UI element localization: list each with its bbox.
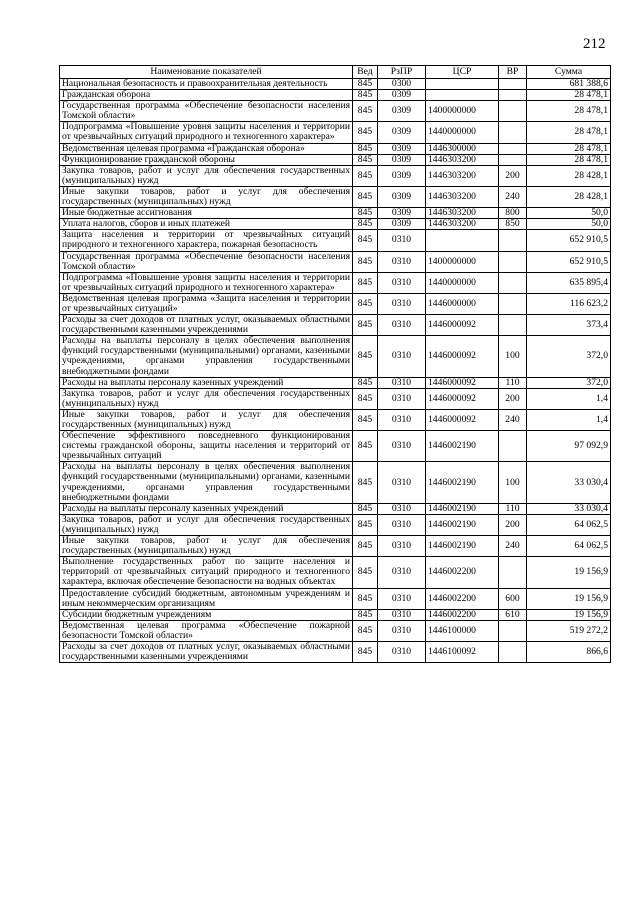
table-row	[60, 143, 611, 154]
cell-name: Ведомственная целевая программа «Гражданская оборона»	[60, 143, 353, 154]
cell-ved: 845	[353, 588, 378, 609]
cell-name: Иные закупки товаров, работ и услуг для обеспечения государственных (муниципальных) нужд	[60, 186, 353, 207]
cell-ved: 845	[353, 514, 378, 535]
cell-ved: 845	[353, 79, 378, 90]
cell-name: Закупка товаров, работ и услуг для обеспечения государственных (муниципальных) нужд	[60, 165, 353, 186]
cell-rzpr: 0309	[378, 90, 426, 101]
cell-ved: 845	[353, 620, 378, 641]
cell-ved: 845	[353, 143, 378, 154]
cell-sum: 652 910,5	[527, 251, 611, 272]
header-rzpr: РзПР	[378, 66, 426, 79]
cell-name: Расходы на выплаты персоналу в целях обеспечения выполнения функций государственными (муниципальными) органами, казенными учреждениями, органами управления государственными внебюджетными фондами	[60, 336, 353, 377]
cell-csr: 1446303200	[426, 154, 499, 165]
cell-sum: 33 030,4	[527, 462, 611, 503]
cell-sum: 50,0	[527, 219, 611, 230]
budget-table	[59, 65, 611, 663]
cell-ved: 845	[353, 462, 378, 503]
cell-vr	[499, 557, 527, 588]
cell-ved: 845	[353, 315, 378, 336]
header-csr: ЦСР	[426, 66, 499, 79]
table-row	[60, 315, 611, 336]
cell-vr	[499, 154, 527, 165]
table-row	[60, 219, 611, 230]
cell-sum: 372,0	[527, 336, 611, 377]
cell-csr: 1446100000	[426, 620, 499, 641]
cell-vr: 600	[499, 588, 527, 609]
cell-rzpr: 0310	[378, 336, 426, 377]
table-row	[60, 101, 611, 122]
cell-ved: 845	[353, 609, 378, 620]
cell-vr	[499, 143, 527, 154]
cell-csr: 1400000000	[426, 101, 499, 122]
cell-ved: 845	[353, 154, 378, 165]
cell-rzpr: 0310	[378, 388, 426, 409]
cell-sum: 28 478,1	[527, 154, 611, 165]
cell-vr: 240	[499, 409, 527, 430]
cell-ved: 845	[353, 90, 378, 101]
cell-ved: 845	[353, 388, 378, 409]
cell-name: Подпрограмма «Повышение уровня защиты населения и территории от чрезвычайных ситуаций природного и техногенного характера»	[60, 122, 353, 143]
table-row	[60, 272, 611, 293]
cell-rzpr: 0310	[378, 431, 426, 462]
table-row	[60, 536, 611, 557]
cell-ved: 845	[353, 230, 378, 251]
cell-csr: 1440000000	[426, 272, 499, 293]
cell-sum: 28 478,1	[527, 90, 611, 101]
cell-csr	[426, 230, 499, 251]
cell-vr: 200	[499, 514, 527, 535]
cell-ved: 845	[353, 219, 378, 230]
cell-sum: 635 895,4	[527, 272, 611, 293]
table-row	[60, 251, 611, 272]
cell-name: Функционирование гражданской обороны	[60, 154, 353, 165]
cell-rzpr: 0310	[378, 536, 426, 557]
cell-csr: 1446000000	[426, 293, 499, 314]
cell-name: Расходы на выплаты персоналу в целях обеспечения выполнения функций государственными (муниципальными) органами, казенными учреждениями, органами управления государственными внебюджетными фондами	[60, 462, 353, 503]
cell-csr: 1446303200	[426, 165, 499, 186]
cell-vr: 100	[499, 462, 527, 503]
cell-vr	[499, 272, 527, 293]
cell-csr: 1446000092	[426, 315, 499, 336]
cell-csr: 1446002200	[426, 588, 499, 609]
cell-rzpr: 0310	[378, 230, 426, 251]
cell-rzpr: 0310	[378, 462, 426, 503]
page-number: 212	[583, 36, 606, 52]
cell-name: Защита населения и территории от чрезвычайных ситуаций природного и техногенного характера, пожарная безопасность	[60, 230, 353, 251]
cell-rzpr: 0309	[378, 208, 426, 219]
cell-csr: 1446303200	[426, 186, 499, 207]
cell-ved: 845	[353, 165, 378, 186]
cell-csr: 1446303200	[426, 208, 499, 219]
cell-sum: 28 478,1	[527, 122, 611, 143]
table-row	[60, 377, 611, 388]
cell-rzpr: 0310	[378, 272, 426, 293]
header-sum: Сумма	[527, 66, 611, 79]
cell-csr: 1446002190	[426, 514, 499, 535]
cell-vr: 200	[499, 165, 527, 186]
cell-csr	[426, 79, 499, 90]
cell-sum: 1,4	[527, 388, 611, 409]
cell-ved: 845	[353, 557, 378, 588]
cell-sum: 50,0	[527, 208, 611, 219]
cell-ved: 845	[353, 641, 378, 662]
table-row	[60, 641, 611, 662]
cell-rzpr: 0310	[378, 503, 426, 514]
cell-vr	[499, 293, 527, 314]
table-row	[60, 122, 611, 143]
cell-csr: 1446303200	[426, 219, 499, 230]
cell-rzpr: 0310	[378, 293, 426, 314]
cell-csr: 1446002200	[426, 609, 499, 620]
cell-name: Государственная программа «Обеспечение безопасности населения Томской области»	[60, 101, 353, 122]
cell-ved: 845	[353, 503, 378, 514]
cell-rzpr: 0310	[378, 514, 426, 535]
cell-name: Расходы на выплаты персоналу казенных учреждений	[60, 503, 353, 514]
cell-name: Ведомственная целевая программа «Защита населения и территории от чрезвычайных ситуаций»	[60, 293, 353, 314]
cell-sum: 28 428,1	[527, 186, 611, 207]
cell-name: Предоставление субсидий бюджетным, автономным учреждениям и иным некоммерческим организациям	[60, 588, 353, 609]
cell-sum: 28 478,1	[527, 101, 611, 122]
cell-csr	[426, 90, 499, 101]
cell-sum: 1,4	[527, 409, 611, 430]
cell-ved: 845	[353, 122, 378, 143]
cell-sum: 652 910,5	[527, 230, 611, 251]
table-row	[60, 154, 611, 165]
cell-sum: 33 030,4	[527, 503, 611, 514]
table-row	[60, 514, 611, 535]
cell-sum: 97 092,9	[527, 431, 611, 462]
cell-rzpr: 0300	[378, 79, 426, 90]
cell-csr: 1446000092	[426, 388, 499, 409]
cell-csr: 1446000092	[426, 377, 499, 388]
cell-ved: 845	[353, 377, 378, 388]
cell-sum: 19 156,9	[527, 557, 611, 588]
cell-name: Гражданская оборона	[60, 90, 353, 101]
table-row	[60, 588, 611, 609]
table-row	[60, 557, 611, 588]
cell-csr: 1446002190	[426, 503, 499, 514]
table-row	[60, 293, 611, 314]
cell-csr: 1400000000	[426, 251, 499, 272]
cell-name: Субсидии бюджетным учреждениям	[60, 609, 353, 620]
cell-ved: 845	[353, 186, 378, 207]
cell-vr: 610	[499, 609, 527, 620]
cell-ved: 845	[353, 409, 378, 430]
cell-name: Расходы за счет доходов от платных услуг, оказываемых областными государственными казенными учреждениями	[60, 641, 353, 662]
table-row	[60, 165, 611, 186]
cell-vr	[499, 251, 527, 272]
table-row	[60, 90, 611, 101]
cell-csr: 1446002190	[426, 431, 499, 462]
cell-ved: 845	[353, 536, 378, 557]
cell-sum: 64 062,5	[527, 514, 611, 535]
cell-name: Государственная программа «Обеспечение безопасности населения Томской области»	[60, 251, 353, 272]
cell-ved: 845	[353, 336, 378, 377]
table-row	[60, 620, 611, 641]
cell-rzpr: 0310	[378, 557, 426, 588]
cell-sum: 28 478,1	[527, 143, 611, 154]
cell-rzpr: 0309	[378, 122, 426, 143]
cell-rzpr: 0310	[378, 377, 426, 388]
cell-csr: 1446000092	[426, 336, 499, 377]
cell-sum: 372,0	[527, 377, 611, 388]
cell-name: Закупка товаров, работ и услуг для обеспечения государственных (муниципальных) нужд	[60, 388, 353, 409]
cell-vr	[499, 315, 527, 336]
cell-rzpr: 0309	[378, 143, 426, 154]
table-row	[60, 186, 611, 207]
cell-vr	[499, 230, 527, 251]
cell-csr: 1446002200	[426, 557, 499, 588]
cell-rzpr: 0309	[378, 165, 426, 186]
cell-sum: 64 062,5	[527, 536, 611, 557]
cell-csr: 1446300000	[426, 143, 499, 154]
cell-name: Национальная безопасность и правоохранительная деятельность	[60, 79, 353, 90]
header-vr: ВР	[499, 66, 527, 79]
cell-name: Уплата налогов, сборов и иных платежей	[60, 219, 353, 230]
cell-sum: 866,6	[527, 641, 611, 662]
cell-vr	[499, 620, 527, 641]
cell-csr: 1446002190	[426, 462, 499, 503]
table-row	[60, 609, 611, 620]
cell-sum: 28 428,1	[527, 165, 611, 186]
cell-name: Расходы на выплаты персоналу казенных учреждений	[60, 377, 353, 388]
cell-rzpr: 0310	[378, 588, 426, 609]
cell-sum: 681 388,6	[527, 79, 611, 90]
cell-ved: 845	[353, 251, 378, 272]
cell-vr	[499, 90, 527, 101]
cell-rzpr: 0310	[378, 409, 426, 430]
cell-rzpr: 0310	[378, 609, 426, 620]
cell-rzpr: 0309	[378, 219, 426, 230]
cell-vr	[499, 79, 527, 90]
cell-vr	[499, 101, 527, 122]
cell-csr: 1440000000	[426, 122, 499, 143]
table-row	[60, 431, 611, 462]
cell-vr: 110	[499, 503, 527, 514]
cell-rzpr: 0310	[378, 315, 426, 336]
header-ved: Вед	[353, 66, 378, 79]
cell-name: Выполнение государственных работ по защите населения и территорий от чрезвычайных ситуаций природного и техногенного характера, включая обеспечение безопасности на водных объектах	[60, 557, 353, 588]
header-name: Наименование показателей	[60, 66, 353, 79]
cell-vr: 110	[499, 377, 527, 388]
table-row	[60, 79, 611, 90]
cell-name: Иные бюджетные ассигнования	[60, 208, 353, 219]
cell-ved: 845	[353, 293, 378, 314]
cell-vr	[499, 431, 527, 462]
cell-csr: 1446002190	[426, 536, 499, 557]
table-row	[60, 230, 611, 251]
cell-vr	[499, 641, 527, 662]
table-row	[60, 388, 611, 409]
cell-ved: 845	[353, 272, 378, 293]
table-body	[60, 79, 611, 663]
cell-vr: 800	[499, 208, 527, 219]
cell-rzpr: 0309	[378, 186, 426, 207]
cell-csr: 1446000092	[426, 409, 499, 430]
table-row	[60, 462, 611, 503]
cell-sum: 116 623,2	[527, 293, 611, 314]
cell-name: Иные закупки товаров, работ и услуг для обеспечения государственных (муниципальных) нужд	[60, 409, 353, 430]
table-row	[60, 336, 611, 377]
cell-ved: 845	[353, 101, 378, 122]
cell-sum: 519 272,2	[527, 620, 611, 641]
cell-name: Расходы за счет доходов от платных услуг, оказываемых областными государственными казенными учреждениями	[60, 315, 353, 336]
cell-vr: 850	[499, 219, 527, 230]
cell-ved: 845	[353, 208, 378, 219]
cell-vr: 200	[499, 388, 527, 409]
table-row	[60, 409, 611, 430]
cell-rzpr: 0309	[378, 154, 426, 165]
cell-vr	[499, 122, 527, 143]
table-header-row	[60, 66, 611, 79]
table-row	[60, 503, 611, 514]
cell-rzpr: 0310	[378, 620, 426, 641]
cell-name: Обеспечение эффективного повседневного функционирования системы гражданской обороны, защиты населения и территорий от чрезвычайных ситуаций	[60, 431, 353, 462]
cell-ved: 845	[353, 431, 378, 462]
cell-name: Иные закупки товаров, работ и услуг для обеспечения государственных (муниципальных) нужд	[60, 536, 353, 557]
cell-vr: 100	[499, 336, 527, 377]
table-row	[60, 208, 611, 219]
cell-rzpr: 0310	[378, 641, 426, 662]
cell-name: Ведомственная целевая программа «Обеспечение пожарной безопасности Томской области»	[60, 620, 353, 641]
cell-name: Закупка товаров, работ и услуг для обеспечения государственных (муниципальных) нужд	[60, 514, 353, 535]
cell-sum: 19 156,9	[527, 609, 611, 620]
cell-sum: 373,4	[527, 315, 611, 336]
cell-name: Подпрограмма «Повышение уровня защиты населения и территории от чрезвычайных ситуаций природного и техногенного характера»	[60, 272, 353, 293]
cell-sum: 19 156,9	[527, 588, 611, 609]
cell-rzpr: 0309	[378, 101, 426, 122]
cell-csr: 1446100092	[426, 641, 499, 662]
cell-vr: 240	[499, 186, 527, 207]
cell-rzpr: 0310	[378, 251, 426, 272]
cell-vr: 240	[499, 536, 527, 557]
